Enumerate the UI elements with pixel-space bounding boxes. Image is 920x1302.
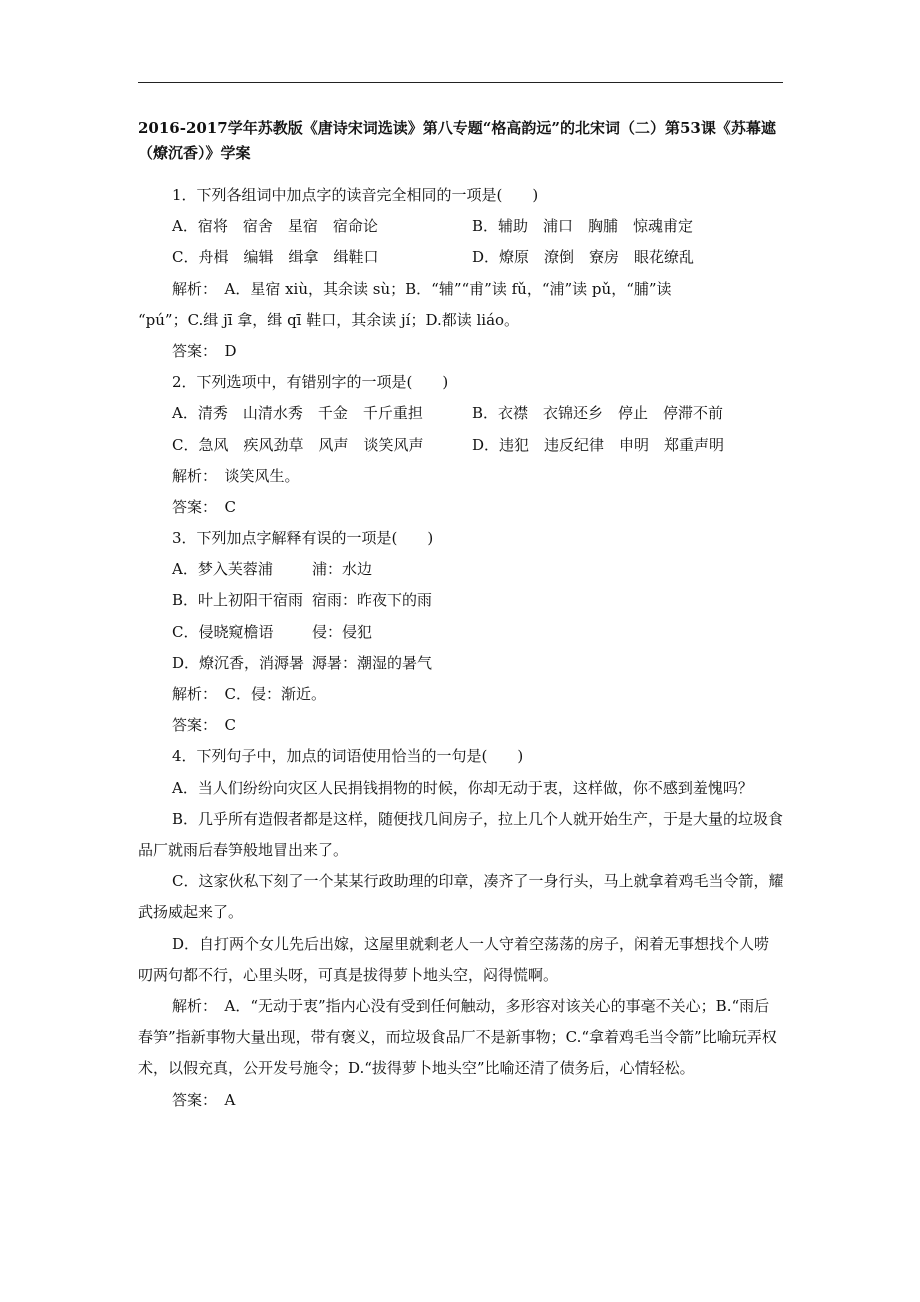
- question-3-option-a-gloss: 浦：水边: [312, 560, 373, 579]
- question-2-answer: 答案： C: [172, 497, 236, 516]
- question-3-answer: 答案： C: [172, 716, 236, 735]
- question-3-option-c-gloss: 侵：侵犯: [312, 622, 373, 641]
- question-4-option-c: C．这家伙私下刻了一个某某行政助理的印章，凑齐了一身行头，马上就拿着鸡毛当令箭，耀武扬威起来了。: [138, 872, 784, 922]
- question-3-option-c-text: C．侵晓窥檐语: [172, 622, 274, 641]
- document-title: 2016-2017学年苏教版《唐诗宋词选读》第八专题“格高韵远”的北宋词（二）第53课《苏幕遮（燎沉香）》学案: [138, 119, 776, 162]
- question-1-analysis-line-1: 解析： A．星宿 xiù，其余读 sù；B．“辅”“甫”读 fǔ，“浦”读 pǔ，“脯”读: [172, 279, 672, 298]
- question-4-option-a: A．当人们纷纷向灾区人民捐钱捐物的时候，你却无动于衷，这样做，你不感到羞愧吗？: [172, 778, 753, 797]
- question-2-option-a: A．清秀 山清水秀 千金 千斤重担: [172, 404, 423, 423]
- question-1-options-ab: [138, 211, 784, 242]
- question-3-option-d: [138, 648, 784, 679]
- question-2-option-c: C．急风 疾风劲草 风声 谈笑风声: [172, 435, 424, 454]
- header-rule: [138, 82, 783, 83]
- question-3-option-d-text: D．燎沉香，消溽暑: [172, 653, 305, 672]
- question-3-option-b-gloss: 宿雨：昨夜下的雨: [312, 591, 433, 610]
- question-1-options-cd: [138, 242, 784, 273]
- question-4-stem: 4．下列句子中，加点的词语使用恰当的一句是( ): [172, 747, 524, 766]
- question-1-answer: 答案： D: [172, 341, 237, 360]
- question-3-option-d-gloss: 溽暑：潮湿的暑气: [312, 653, 433, 672]
- question-3-analysis: 解析： C．侵：渐近。: [172, 685, 326, 703]
- document-body: [138, 180, 784, 1116]
- question-2-analysis: 解析： 谈笑风生。: [172, 466, 300, 485]
- question-1-option-c: C．舟楫 编辑 缉拿 缉鞋口: [172, 248, 379, 267]
- question-3-option-c: [138, 617, 784, 648]
- question-2-option-b: B．衣襟 衣锦还乡 停止 停滞不前: [472, 404, 724, 423]
- question-4-option-d: D．自打两个女儿先后出嫁，这屋里就剩老人一人守着空荡荡的房子，闲着无事想找个人唠叨两句都不行，心里头呀，可真是拔得萝卜地头空，闷得慌啊。: [138, 934, 770, 984]
- question-2-option-d: D．违犯 违反纪律 申明 郑重声明: [472, 435, 725, 454]
- question-3-stem: 3．下列加点字解释有误的一项是( ): [172, 529, 434, 548]
- question-1-analysis-line-2: “pú”；C.缉 jī 拿，缉 qī 鞋口，其余读 jí；D.都读 liáo。: [138, 310, 520, 329]
- question-2-options-ab: [138, 398, 784, 429]
- question-4-answer: 答案： A: [172, 1090, 236, 1109]
- question-4-analysis: 解析： A．“无动于衷”指内心没有受到任何触动，多形容对该关心的事毫不关心；B.“雨后春笋”指新事物大量出现，带有褒义，而垃圾食品厂不是新事物；C.“拿着鸡毛当令箭”比喻玩弄权术，以假充真，公开发号施令；D.“拔得萝卜地头空”比喻还清了债务后，心情轻松。: [138, 996, 777, 1078]
- question-3-option-b-text: B．叶上初阳干宿雨: [172, 591, 304, 610]
- question-3-option-a-text: A．梦入芙蓉浦: [172, 560, 273, 579]
- question-3-option-b: [138, 585, 784, 616]
- question-2-stem: 2．下列选项中，有错别字的一项是( ): [172, 373, 449, 392]
- question-3-option-a: [138, 554, 784, 585]
- question-1-option-a: A．宿将 宿舍 星宿 宿命论: [172, 217, 378, 236]
- question-2-options-cd: [138, 430, 784, 461]
- question-4-option-b: B．几乎所有造假者都是这样，随便找几间房子，拉上几个人就开始生产，于是大量的垃圾食品厂就雨后春笋般地冒出来了。: [138, 809, 784, 859]
- question-1-option-b: B．辅助 浦口 胸脯 惊魂甫定: [472, 217, 694, 236]
- question-1-option-d: D．燎原 潦倒 寮房 眼花缭乱: [472, 248, 695, 267]
- question-1-stem: 1．下列各组词中加点字的读音完全相同的一项是( ): [172, 186, 539, 204]
